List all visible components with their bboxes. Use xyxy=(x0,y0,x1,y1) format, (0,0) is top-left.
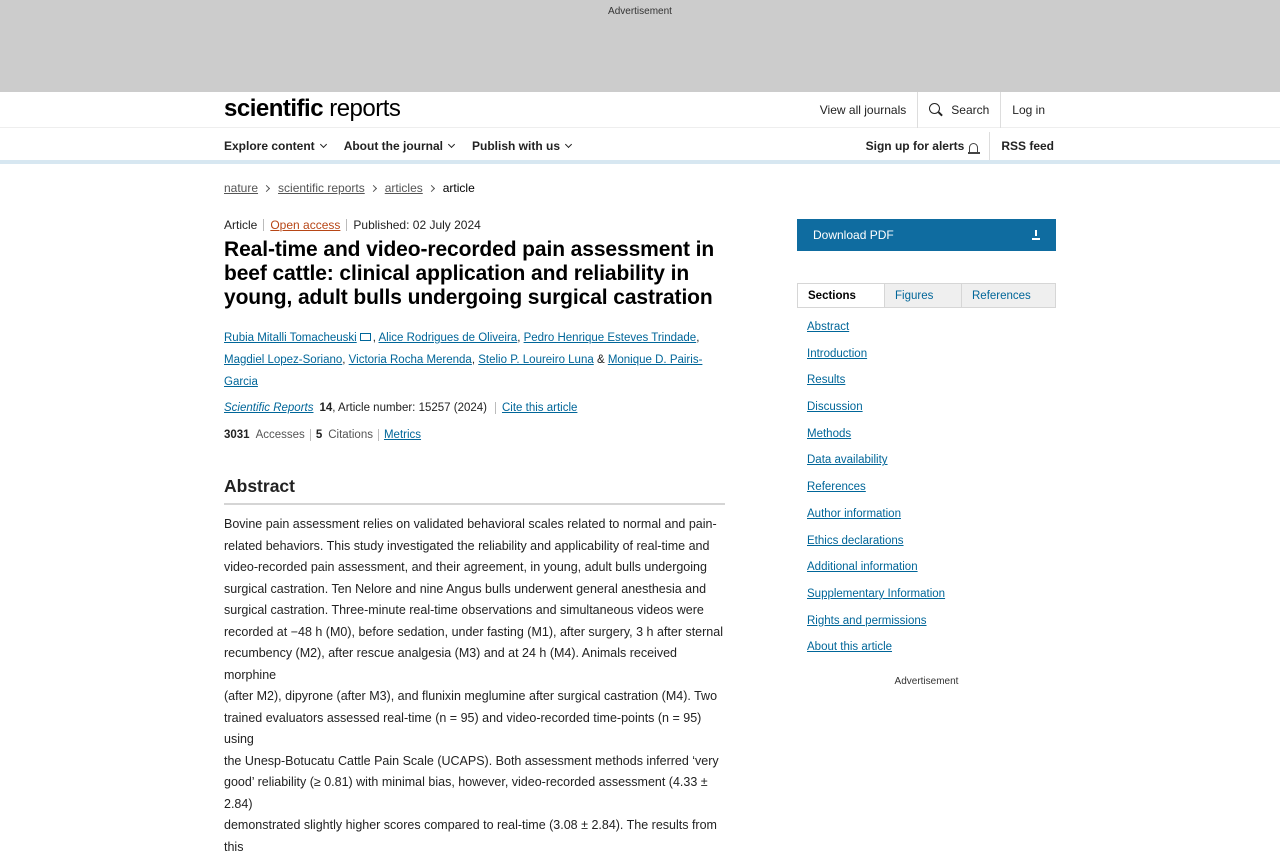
author-link[interactable]: Magdiel Lopez-Soriano xyxy=(224,354,343,366)
explore-content-menu[interactable] xyxy=(224,139,326,153)
sub-nav xyxy=(0,128,1280,164)
download-icon xyxy=(1032,230,1040,240)
citations-label: Citations xyxy=(328,429,373,441)
toc-introduction[interactable]: Introduction xyxy=(807,347,868,360)
chevron-right-icon xyxy=(263,184,270,191)
breadcrumb-current: article xyxy=(442,181,475,195)
tab-figures[interactable]: Figures xyxy=(884,284,961,307)
divider xyxy=(495,402,496,414)
article-type: Article xyxy=(224,218,258,232)
bell-icon xyxy=(969,143,978,152)
article-title: Real-time and video-recorded pain assessment in beef cattle: clinical application and reliability in young, adult bulls undergoing surgical castration xyxy=(224,238,715,309)
toc-additional-information[interactable]: Additional information xyxy=(807,561,918,574)
toc-abstract[interactable]: Abstract xyxy=(807,321,850,333)
explore-content-label: Explore content xyxy=(224,139,315,153)
citation-line xyxy=(224,401,725,415)
author-link[interactable]: Alice Rodrigues de Oliveira xyxy=(378,332,518,344)
citations-count: 5 xyxy=(315,429,323,441)
login-link[interactable]: Log in xyxy=(1012,103,1045,117)
download-pdf-button[interactable] xyxy=(797,219,1056,251)
journal-logo[interactable] xyxy=(224,94,400,124)
tab-references[interactable]: References xyxy=(961,284,1055,307)
toc-author-information[interactable]: Author information xyxy=(807,507,901,520)
abstract-line: surgical castration. Three-minute real-time observations and simultaneous videos were xyxy=(224,603,704,617)
top-nav xyxy=(809,92,1056,128)
author-list: Rubia Mitalli Tomacheuski , Alice Rodrigues de Oliveira, Pedro Henrique Esteves Trindade, Magdiel Lopez-Soriano, Victoria Rocha Merenda, Stelio P. Loureiro Luna & Monique D. Pairis-Garcia xyxy=(224,332,703,388)
toc-references[interactable]: References xyxy=(807,481,866,494)
breadcrumb-articles[interactable]: articles xyxy=(384,181,423,195)
about-journal-menu[interactable] xyxy=(344,139,454,153)
search-icon xyxy=(929,103,943,117)
email-icon[interactable] xyxy=(360,333,371,341)
toc-supplementary-information[interactable]: Supplementary Information xyxy=(807,587,946,600)
search-button[interactable] xyxy=(918,92,1000,128)
article-main xyxy=(224,218,725,858)
journal-link[interactable]: Scientific Reports xyxy=(224,402,314,414)
author-link[interactable]: Victoria Rocha Merenda xyxy=(348,354,472,366)
toc-about-article[interactable]: About this article xyxy=(807,641,893,654)
divider xyxy=(263,219,264,231)
breadcrumb-nature[interactable]: nature xyxy=(224,181,259,195)
alerts-signup-link[interactable] xyxy=(866,139,979,153)
publish-label: Publish with us xyxy=(472,139,561,153)
metrics-link[interactable]: Metrics xyxy=(383,429,422,441)
abstract-line: recumbency (M2), after rescue analgesia (M3) and at 24 h (M4). Animals received morphine xyxy=(224,646,677,682)
divider xyxy=(989,132,990,160)
abstract-line: recorded at −48 h (M0), before sedation, under fasting (M1), after surgery, 3 h after sternal xyxy=(224,624,723,639)
top-ad-banner xyxy=(0,0,1280,92)
search-label: Search xyxy=(951,103,990,117)
abstract-line: surgical castration. Ten Nelore and nine Angus bulls underwent general anesthesia and xyxy=(224,581,707,596)
published-date: Published: 02 July 2024 xyxy=(353,218,481,232)
author-link[interactable]: Monique D. Pairis-Garcia xyxy=(224,354,703,388)
article-sidebar xyxy=(797,219,1056,667)
author-link[interactable]: Rubia Mitalli Tomacheuski xyxy=(224,332,357,344)
chevron-down-icon xyxy=(565,141,572,148)
chevron-right-icon xyxy=(370,184,377,191)
author-link[interactable]: Pedro Henrique Esteves Trindade xyxy=(523,332,697,344)
abstract-line: related behaviors. This study investigated the reliability and applicability of real-time and xyxy=(224,538,710,553)
accesses-label: Accesses xyxy=(255,429,305,441)
logo-bold: scientific xyxy=(224,95,324,122)
toc-data-availability[interactable]: Data availability xyxy=(807,454,888,467)
author-link[interactable]: Stelio P. Loureiro Luna xyxy=(478,354,594,366)
divider xyxy=(310,429,311,441)
about-journal-label: About the journal xyxy=(343,139,444,153)
view-all-journals-link[interactable]: View all journals xyxy=(819,103,907,117)
accesses-count: 3031 xyxy=(224,429,250,441)
rss-feed-link[interactable]: RSS feed xyxy=(1001,139,1054,153)
breadcrumb xyxy=(224,181,475,195)
breadcrumb-scientific-reports[interactable]: scientific reports xyxy=(278,181,365,195)
chevron-right-icon xyxy=(428,184,435,191)
divider xyxy=(346,219,347,231)
toc-discussion[interactable]: Discussion xyxy=(807,401,863,414)
open-access-link[interactable]: Open access xyxy=(270,218,341,232)
cite-this-article-link[interactable]: Cite this article xyxy=(501,402,578,414)
abstract-heading: Abstract xyxy=(224,476,725,505)
publish-menu[interactable] xyxy=(472,139,571,153)
abstract-line: trained evaluators assessed real-time (n = 95) and video-recorded time-points (n = 95) using xyxy=(224,710,702,746)
chevron-down-icon xyxy=(448,141,455,148)
abstract-line: (after M2), dipyrone (after M3), and flunixin meglumine after surgical castration (M4). Two xyxy=(224,689,718,703)
sidebar-tabs xyxy=(797,283,1056,308)
article-number: , Article number: 15257 (2024) xyxy=(332,402,487,414)
download-pdf-label: Download PDF xyxy=(813,228,894,242)
article-meta xyxy=(224,218,725,232)
alerts-label: Sign up for alerts xyxy=(865,139,965,153)
ad-label: Advertisement xyxy=(608,6,672,17)
divider xyxy=(378,429,379,441)
chevron-down-icon xyxy=(320,141,327,148)
toc-rights-permissions[interactable]: Rights and permissions xyxy=(807,614,927,627)
abstract-line: demonstrated slightly higher scores compared to real-time (3.08 ± 2.84). The results from this xyxy=(224,818,717,854)
abstract-line: the Unesp-Botucatu Cattle Pain Scale (UCAPS). Both assessment methods inferred ‘very xyxy=(224,753,719,768)
toc-methods[interactable]: Methods xyxy=(807,427,852,440)
tab-sections[interactable]: Sections xyxy=(798,284,884,307)
sidebar-ad-label: Advertisement xyxy=(894,676,959,687)
header-bar xyxy=(0,92,1280,128)
volume-number: 14 xyxy=(319,402,333,414)
logo-light: reports xyxy=(329,95,401,122)
abstract-line: video-recorded pain assessment, and their agreement, in young, adult bulls undergoing xyxy=(224,560,707,574)
article-metrics xyxy=(224,428,725,442)
abstract-line: good’ reliability (≥ 0.81) with minimal bias, however, video-recorded assessment (4.33 ± 2.84) xyxy=(224,775,708,811)
abstract-text xyxy=(224,514,725,858)
toc-ethics-declarations[interactable]: Ethics declarations xyxy=(807,534,904,547)
toc-results[interactable]: Results xyxy=(807,374,846,387)
section-toc xyxy=(797,320,1056,667)
abstract-line: Bovine pain assessment relies on validated behavioral scales related to normal and pain- xyxy=(224,517,717,531)
